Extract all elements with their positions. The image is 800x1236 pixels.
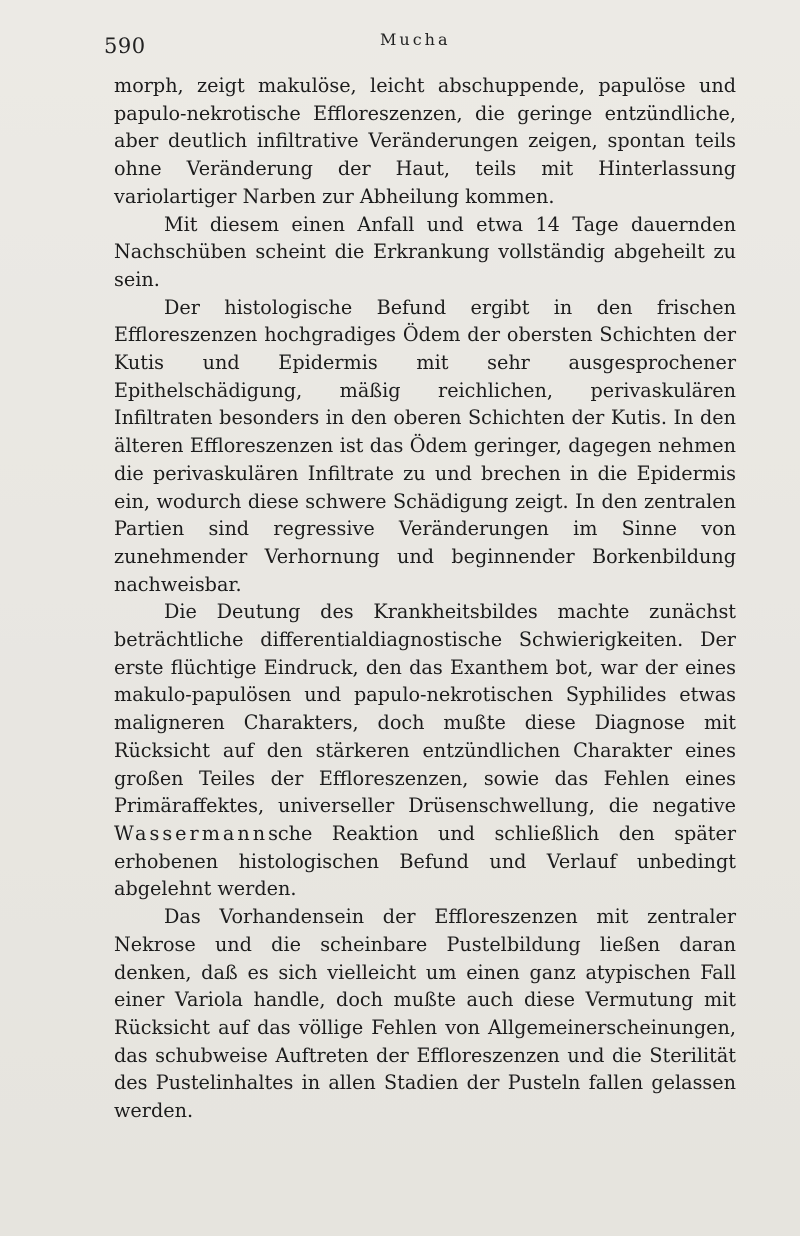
paragraph-text: Die Deutung des Krankheitsbildes machte zunächst beträchtliche differentialdiagnostische Schwierigkeiten. Der erste flüchtige Eindruck, den das Exanthem bot, war der eines makulo-papulösen und papulo-nekrotischen Syphilides etwas maligneren Charakters, doch mußte diese Diagnose mit Rücksicht auf den stärkeren entzündlichen Charakter eines großen Teiles der Effloreszenzen, sowie das Fehlen eines Primäraffektes, universeller Drüsenschwellung, die negative [114,600,736,818]
body-text [114,72,736,1125]
paragraph [114,598,736,903]
paragraph-continued: morph, zeigt makulöse, leicht abschuppende, papulöse und papulo-nekrotische Effloreszenzen, die geringe entzündliche, aber deutlich infiltrative Veränderungen zeigen, spontan teils ohne Veränderung der Haut, teils mit Hinterlassung variolartiger Narben zur Abheilung kommen. [114,74,736,208]
spaced-name-wassermann: Wassermann [114,821,269,845]
running-head: Mucha [380,30,451,49]
paragraph: Das Vorhandensein der Effloreszenzen mit zentraler Nekrose und die scheinbare Pustelbildung ließen daran denken, daß es sich vielleicht um einen ganz atypischen Fall einer Variola handle, doch mußte auch diese Vermutung mit Rücksicht auf das völlige Fehlen von Allgemeinerscheinungen, das schubweise Auftreten der Effloreszenzen und die Sterilität des Pustelinhaltes in allen Stadien der Pusteln fallen gelassen werden. [114,905,736,1123]
paragraph-text: sche Reaktion und schließlich den später erhobenen histologischen Befund und Verlauf unbedingt abgelehnt werden. [114,821,736,901]
paragraph: Mit diesem einen Anfall und etwa 14 Tage dauernden Nachschüben scheint die Erkrankung vollständig abgeheilt zu sein. [114,212,736,291]
page-number: 590 [104,34,146,58]
page-header [104,30,744,60]
paragraph: Der histologische Befund ergibt in den frischen Effloreszenzen hochgradiges Ödem der obersten Schichten der Kutis und Epidermis mit sehr ausgesprochener Epithelschädigung, mäßig reichlichen, perivaskulären Infiltraten besonders in den oberen Schichten der Kutis. In den älteren Effloreszenzen ist das Ödem geringer, dagegen nehmen die perivaskulären Infiltrate zu und brechen in die Epidermis ein, wodurch diese schwere Schädigung zeigt. In den zentralen Partien sind regressive Veränderungen im Sinne von zunehmender Verhornung und beginnender Borkenbildung nachweisbar. [114,295,736,596]
